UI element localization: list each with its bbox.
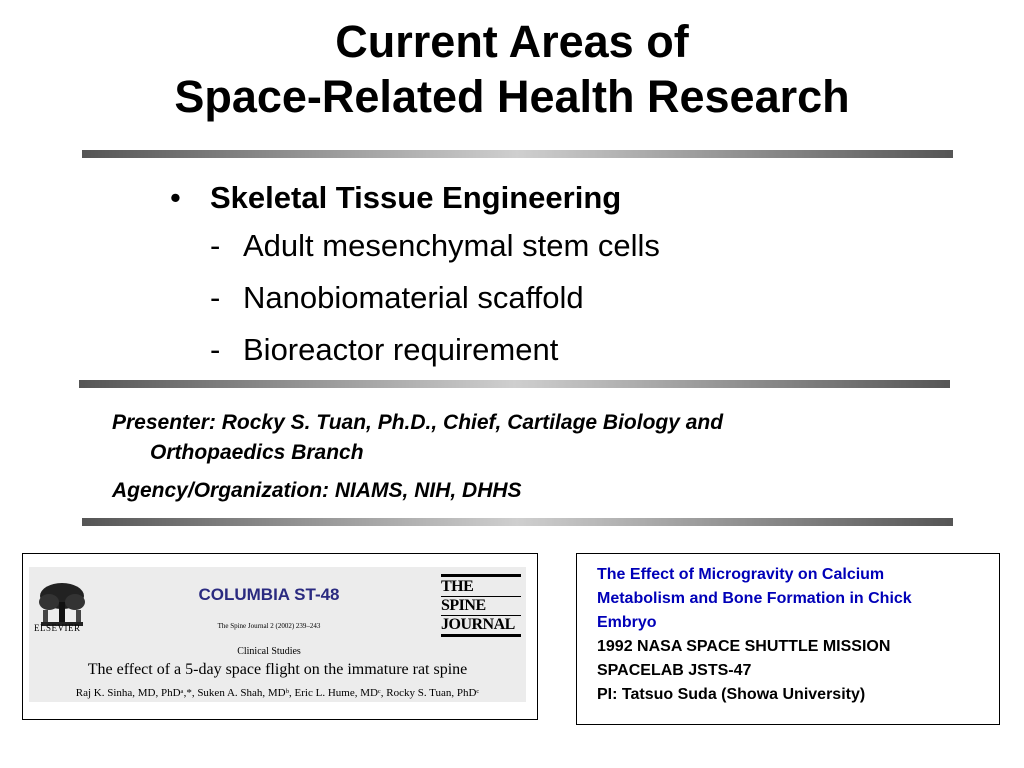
article-header-image [29,567,526,702]
sub-bullet-text: Bioreactor requirement [243,332,559,367]
study-title-line: The Effect of Microgravity on Calcium [597,566,885,583]
logo-rule [441,574,521,577]
presenter-block [112,408,912,506]
slide-title-line-1: Current Areas of [335,16,689,67]
slide-title-line-2: Space-Related Health Research [174,71,850,122]
mission-detail-line: PI: Tatsuo Suda (Showa University) [597,686,866,703]
sub-bullet-marker: - [210,228,221,263]
divider-top [82,150,953,158]
presenter-line-continued: Orthopaedics Branch [150,441,364,464]
agency-line: Agency/Organization: NIAMS, NIH, DHHS [112,479,522,502]
study-title-line: Metabolism and Bone Formation in Chick [597,590,912,607]
slide-title [0,14,1024,124]
article-section: Clinical Studies [237,646,301,657]
divider-bottom [82,518,953,526]
logo-word: THE [441,578,474,595]
mission-detail-line: SPACELAB JSTS-47 [597,662,752,679]
logo-word: SPINE [441,597,486,614]
sub-bullet [170,324,660,376]
journal-reference: The Spine Journal 2 (2002) 239–243 [217,622,321,630]
article-authors: Raj K. Sinha, MD, PhDᵃ,*, Suken A. Shah, MDᵇ, Eric L. Hume, MDᶜ, Rocky S. Tuan, PhDᶜ [75,687,480,699]
logo-rule [441,634,521,637]
bullet-heading-text: Skeletal Tissue Engineering [210,180,622,215]
sub-bullet [170,220,660,272]
article-image-box [22,553,538,720]
mission-detail-line: 1992 NASA SPACE SHUTTLE MISSION [597,638,891,655]
study-title-line: Embryo [597,614,657,631]
bullet-heading [170,176,660,220]
sub-bullet-marker: - [210,332,221,367]
sub-bullet-text: Adult mesenchymal stem cells [243,228,660,263]
bullet-list [170,176,660,376]
mission-badge: COLUMBIA ST-48 [198,585,340,604]
sub-bullet-marker: - [210,280,221,315]
spine-journal-logo [441,573,521,631]
logo-word: JOURNAL [441,616,515,633]
sub-bullet-text: Nanobiomaterial scaffold [243,280,584,315]
presenter-line: Presenter: Rocky S. Tuan, Ph.D., Chief, Cartilage Biology and [112,411,724,434]
sub-bullet [170,272,660,324]
mission-info-box [576,553,1000,725]
elsevier-publisher-name: ELSEVIER [34,623,81,633]
article-title: The effect of a 5-day space flight on the immature rat spine [87,661,468,678]
divider-middle [79,380,950,388]
bullet-marker: • [170,180,181,215]
